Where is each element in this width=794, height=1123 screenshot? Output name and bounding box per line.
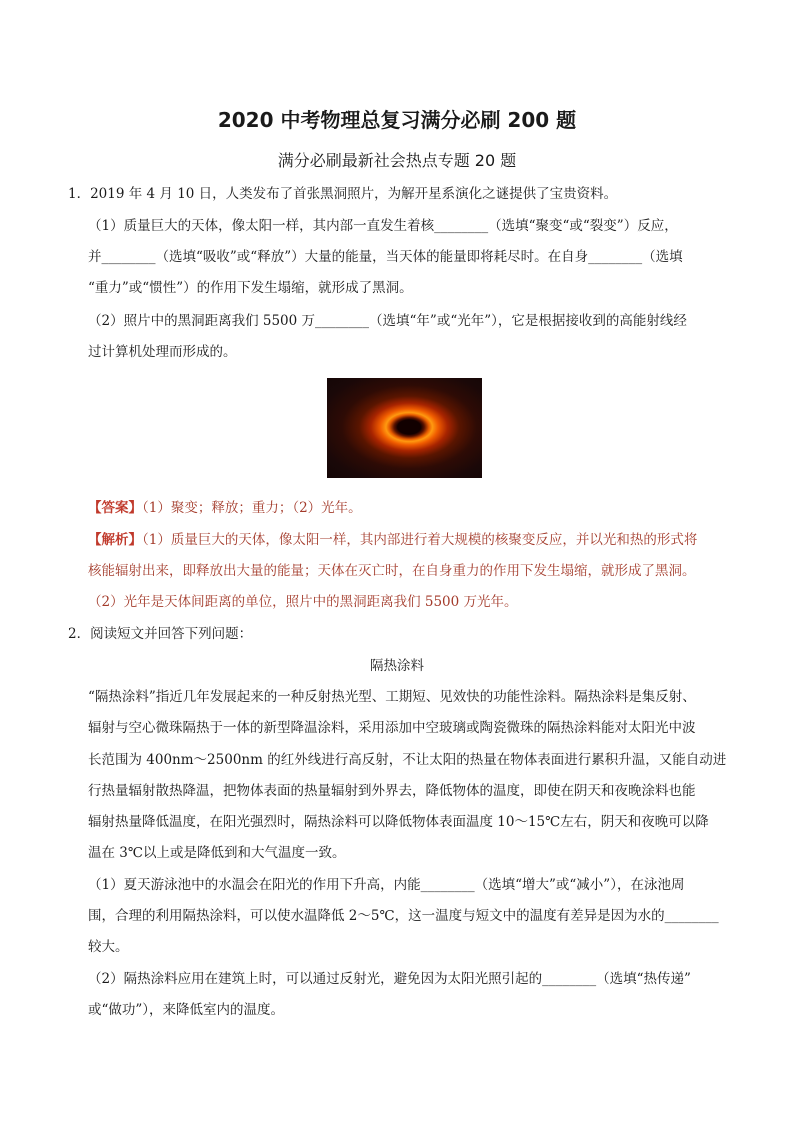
q1-analysis-line3: （2）光年是天体间距离的单位，照片中的黑洞距离我们 5500 万光年。	[88, 594, 518, 610]
q1-part1-line3: “重力”或“惯性”）的作用下发生塌缩，就形成了黑洞。	[88, 280, 413, 296]
page-title: 2020 中考物理总复习满分必刷 200 题	[217, 108, 577, 132]
q2-sub1-line2: 围，合理的利用隔热涂料，可以使水温降低 2～5℃，这一温度与短文中的温度有差异是因为水的________	[88, 908, 719, 924]
answer-text: （1）聚变；释放；重力；（2）光年。	[142, 500, 362, 516]
black-hole-image	[327, 378, 482, 478]
article-line2: 辐射与空心微珠隔热于一体的新型降温涂料，采用添加中空玻璃或陶瓷微珠的隔热涂料能对太阳光中波	[88, 720, 696, 736]
q1-part2-line2: 过计算机处理而形成的。	[88, 344, 237, 360]
q1-answer	[88, 498, 362, 518]
article-title: 隔热涂料	[370, 658, 424, 674]
q1-part1-line2: 并________（选填“吸收”或“释放”）大量的能量，当天体的能量即将耗尽时。在自身________（选填	[88, 249, 683, 265]
q1-part1-line1: （1）质量巨大的天体，像太阳一样，其内部一直发生着核________（选填“聚变“或“裂变”）反应，	[88, 218, 678, 234]
q2-sub1-line3: 较大。	[88, 939, 129, 955]
q1-analysis-line2: 核能辐射出来，即释放出大量的能量；天体在灭亡时，在自身重力的作用下发生塌缩，就形成了黑洞。	[88, 563, 696, 579]
analysis-text-1: （1）质量巨大的天体，像太阳一样，其内部进行着大规模的核聚变反应，并以光和热的形式将	[142, 532, 698, 548]
q2-sub1-line1: （1）夏天游泳池中的水温会在阳光的作用下升高，内能________（选填“增大”或“减小”），在泳池周	[88, 877, 685, 893]
q1-analysis-line1	[88, 530, 697, 550]
q1-stem: 1．2019 年 4 月 10 日，人类发布了首张黑洞照片，为解开星系演化之谜提供了宝贵资料。	[68, 186, 618, 202]
article-line4: 行热量辐射散热降温，把物体表面的热量辐射到外界去，降低物体的温度，即使在阴天和夜晚涂料也能	[88, 783, 696, 799]
analysis-tag: 【解析】	[88, 532, 142, 548]
article-line5: 辐射热量降低温度，在阳光强烈时，隔热涂料可以降低物体表面温度 10～15℃左右，阴天和夜晚可以降	[88, 814, 709, 830]
page-subtitle: 满分必刷最新社会热点专题 20 题	[277, 151, 517, 170]
q2-sub2-line1: （2）隔热涂料应用在建筑上时，可以通过反射光，避免因为太阳光照引起的________（选填“热传递”	[88, 971, 691, 987]
q1-part2-line1: （2）照片中的黑洞距离我们 5500 万________（选填“年”或“光年”），它是根据接收到的高能射线经	[88, 313, 687, 329]
article-line1: “隔热涂料”指近几年发展起来的一种反射热光型、工期短、见效快的功能性涂料。隔热涂料是集反射、	[88, 689, 696, 705]
article-line6: 温在 3℃以上或是降低到和大气温度一致。	[88, 845, 346, 861]
q2-sub2-line2: 或“做功”），来降低室内的温度。	[88, 1002, 285, 1018]
q2-stem: 2．阅读短文并回答下列问题：	[68, 626, 253, 642]
article-line3: 长范围为 400nm～2500nm 的红外线进行高反射，不让太阳的热量在物体表面进行累积升温，又能自动进	[88, 752, 727, 768]
answer-tag: 【答案】	[88, 500, 142, 516]
